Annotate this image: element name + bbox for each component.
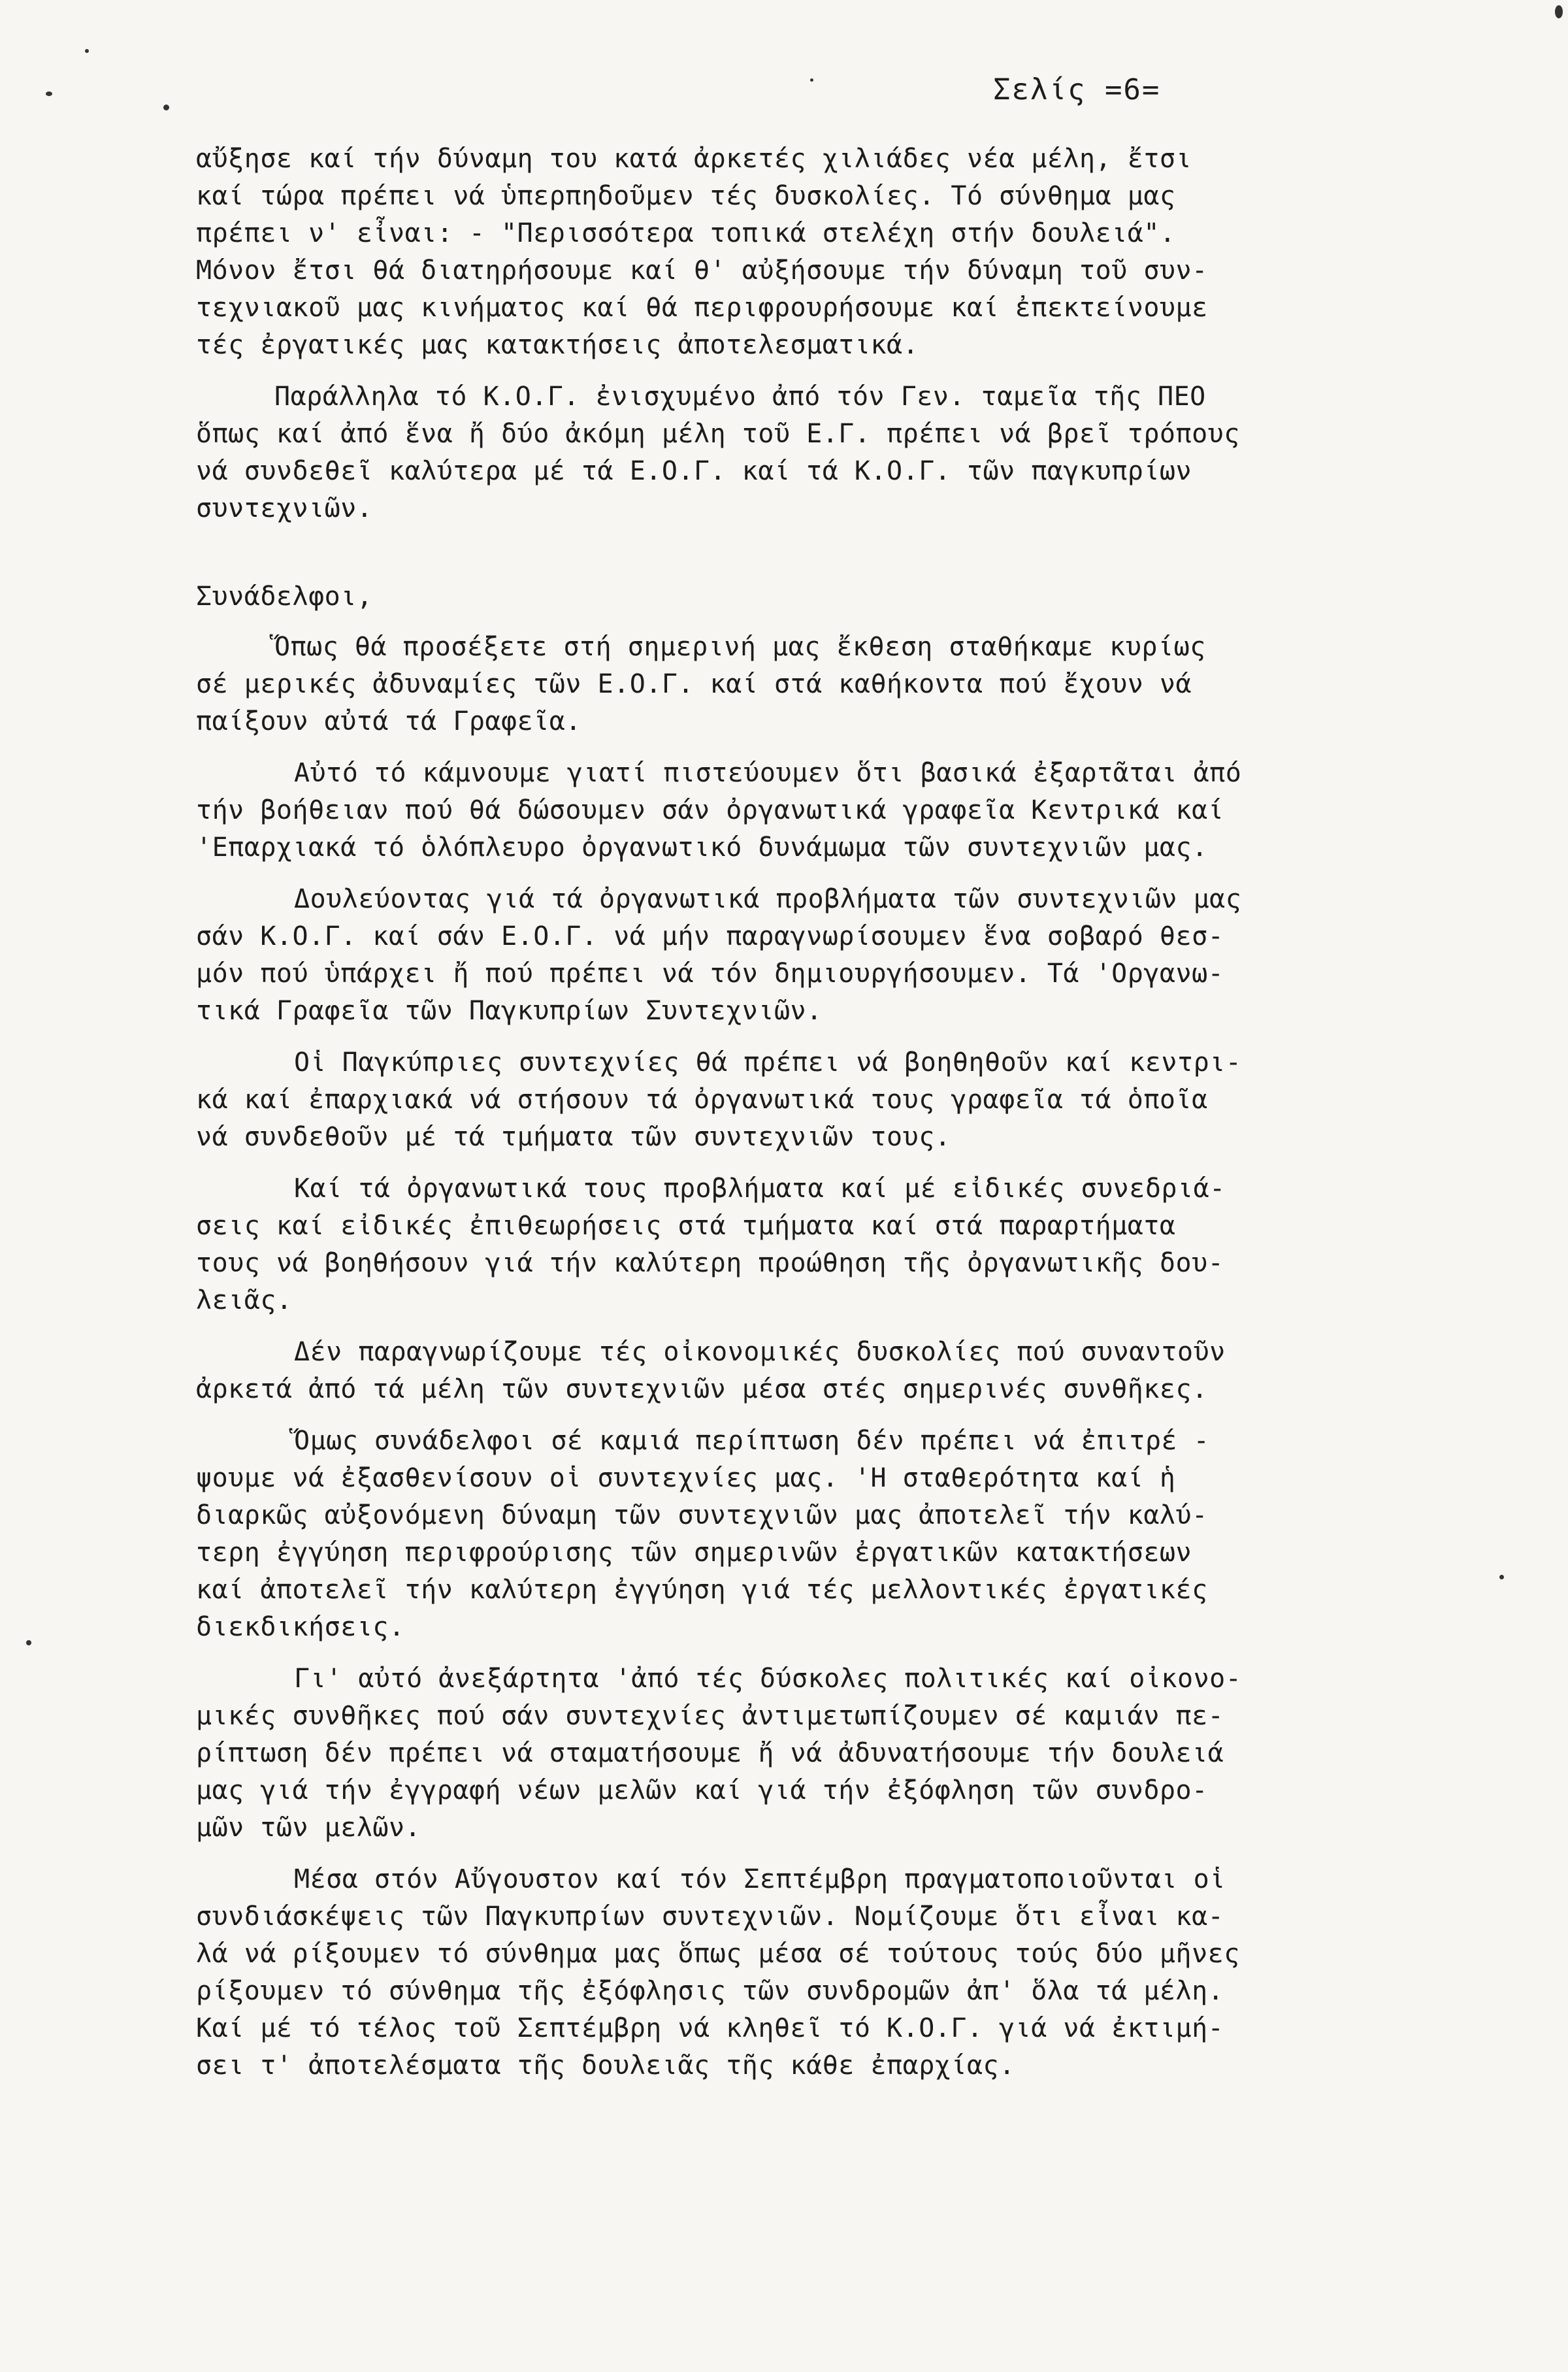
paragraph xyxy=(196,1861,1496,2084)
text-line: μας γιά τήν ἐγγραφή νέων μελῶν καί γιά τήν ἐξόφληση τῶν συνδρο- xyxy=(196,1775,1208,1805)
text-line: τήν βοήθειαν πού θά δώσουμεν σάν ὀργανωτικά γραφεῖα Κεντρικά καί xyxy=(196,795,1224,825)
text-line: συνδιάσκέψεις τῶν Παγκυπρίων συντεχνιῶν. Νομίζουμε ὅτι εἶναι κα- xyxy=(196,1902,1224,1932)
text-line: μόν πού ὑπάρχει ἤ πού πρέπει νά τόν δημιουργήσουμεν. Τά 'Οργανω- xyxy=(196,959,1224,989)
text-line: 'Επαρχιακά τό ὁλόπλευρο ὀργανωτικό δυνάμωμα τῶν συντεχνιῶν μας. xyxy=(196,832,1208,863)
paragraph xyxy=(196,881,1496,1030)
text-line: τεχνιακοῦ μας κινήματος καί θά περιφρουρήσουμε καί ἐπεκτείνουμε xyxy=(196,293,1208,323)
text-line: λά νά ρίξουμεν τό σύνθημα μας ὅπως μέσα σέ τούτους τούς δύο μῆνες xyxy=(196,1939,1240,1969)
text-line: κά καί ἐπαρχιακά νά στήσουν τά ὀργανωτικά τους γραφεῖα τά ὁποῖα xyxy=(196,1085,1208,1115)
text-line: λειᾶς. xyxy=(196,1285,293,1315)
text-line: Μέσα στόν Αὔγουστον καί τόν Σεπτέμβρη πραγματοποιοῦνται οἱ xyxy=(294,1864,1226,1894)
paragraph xyxy=(196,629,1496,740)
text-line: σέ μερικές ἀδυναμίες τῶν Ε.Ο.Γ. καί στά καθήκοντα πού ἔχουν νά xyxy=(196,669,1192,699)
text-line: καί τώρα πρέπει νά ὑπερπηδοῦμεν τές δυσκολίες. Τό σύνθημα μας xyxy=(196,181,1176,211)
text-line: Γι' αὐτό ἀνεξάρτητα 'ἀπό τές δύσκολες πολιτικές καί οἰκονο- xyxy=(294,1664,1242,1694)
text-line: σεις καί εἰδικές ἐπιθεωρήσεις στά τμήματα καί στά παραρτήματα xyxy=(196,1211,1176,1241)
paragraph xyxy=(196,1334,1496,1408)
text-line: Ὅπως θά προσέξετε στή σημερινή μας ἔκθεση σταθήκαμε κυρίως xyxy=(274,632,1206,662)
text-line: Καί μέ τό τέλος τοῦ Σεπτέμβρη νά κληθεῖ τό Κ.Ο.Γ. γιά νά ἐκτιμή- xyxy=(196,2013,1224,2043)
text-line: Δουλεύοντας γιά τά ὀργανωτικά προβλήματα τῶν συντεχνιῶν μας xyxy=(294,884,1242,914)
scan-speck xyxy=(163,105,169,110)
paragraph xyxy=(196,1423,1496,1646)
scan-speck xyxy=(810,78,813,82)
text-line: Παράλληλα τό Κ.Ο.Γ. ἐνισχυμένο ἀπό τόν Γεν. ταμεῖα τῆς ΠΕΟ xyxy=(274,382,1206,412)
text-line: συντεχνιῶν. xyxy=(196,493,373,523)
text-line: Ὅμως συνάδελφοι σέ καμιά περίπτωση δέν πρέπει νά ἐπιτρέ - xyxy=(294,1426,1210,1456)
text-line: Καί τά ὀργανωτικά τους προβλήματα καί μέ εἰδικές συνεδριά- xyxy=(294,1174,1226,1204)
text-line: Δέν παραγνωρίζουμε τές οἰκονομικές δυσκολίες πού συναντοῦν xyxy=(294,1337,1226,1367)
paragraph xyxy=(196,1170,1496,1319)
text-line: σει τ' ἀποτελέσματα τῆς δουλειᾶς τῆς κάθε ἐπαρχίας. xyxy=(196,2051,1015,2081)
text-line: Αὐτό τό κάμνουμε γιατί πιστεύουμεν ὅτι βασικά ἐξαρτᾶται ἀπό xyxy=(294,758,1242,788)
paragraph xyxy=(196,755,1496,866)
text-line: διεκδικήσεις. xyxy=(196,1612,405,1642)
text-line: μικές συνθῆκες πού σάν συντεχνίες ἀντιμετωπίζουμεν σέ καμιάν πε- xyxy=(196,1701,1224,1731)
text-line: ψουμε νά ἐξασθενίσουν οἱ συντεχνίες μας. 'Η σταθερότητα καί ἡ xyxy=(196,1463,1176,1493)
scan-speck xyxy=(26,1640,31,1645)
text-line: νά συνδεθεῖ καλύτερα μέ τά Ε.Ο.Γ. καί τά Κ.Ο.Γ. τῶν παγκυπρίων xyxy=(196,456,1192,486)
text-line: ὅπως καί ἀπό ἕνα ἤ δύο ἀκόμη μέλη τοῦ Ε.Γ. πρέπει νά βρεῖ τρόπους xyxy=(196,419,1240,449)
text-line: νά συνδεθοῦν μέ τά τμήματα τῶν συντεχνιῶν τους. xyxy=(196,1122,951,1152)
text-line: σάν Κ.Ο.Γ. καί σάν Ε.Ο.Γ. νά μήν παραγνωρίσουμεν ἕνα σοβαρό θεσ- xyxy=(196,921,1224,951)
text-line: τερη ἐγγύηση περιφρούρισης τῶν σημερινῶν ἐργατικῶν κατακτήσεων xyxy=(196,1538,1192,1568)
text-line: μῶν τῶν μελῶν. xyxy=(196,1813,421,1843)
text-line: Μόνον ἔτσι θά διατηρήσουμε καί θ' αὐξήσουμε τήν δύναμη τοῦ συν- xyxy=(196,255,1208,286)
text-line: ρίξουμεν τό σύνθημα τῆς ἐξόφλησις τῶν συνδρομῶν ἀπ' ὅλα τά μέλη. xyxy=(196,1976,1224,2006)
body-text xyxy=(196,140,1496,2084)
text-line: τικά Γραφεῖα τῶν Παγκυπρίων Συντεχνιῶν. xyxy=(196,996,823,1026)
paragraph xyxy=(196,578,1496,616)
scan-speck xyxy=(46,91,52,96)
text-line: διαρκῶς αὐξονόμενη δύναμη τῶν συντεχνιῶν μας ἀποτελεῖ τήν καλύ- xyxy=(196,1500,1208,1530)
paragraph xyxy=(196,1660,1496,1847)
paragraph xyxy=(196,140,1496,364)
text-line: πρέπει ν' εἶναι: - "Περισσότερα τοπικά στελέχη στήν δουλειά". xyxy=(196,218,1176,248)
text-line: τους νά βοηθήσουν γιά τήν καλύτερη προώθηση τῆς ὀργανωτικῆς δου- xyxy=(196,1248,1224,1278)
text-line: ρίπτωση δέν πρέπει νά σταματήσουμε ἤ νά ἀδυνατήσουμε τήν δουλειά xyxy=(196,1738,1224,1768)
text-line: καί ἀποτελεῖ τήν καλύτερη ἐγγύηση γιά τές μελλοντικές ἐργατικές xyxy=(196,1575,1208,1605)
text-line: Συνάδελφοι, xyxy=(196,582,373,612)
paragraph xyxy=(196,1044,1496,1156)
page-number: Σελίς =6= xyxy=(993,73,1161,107)
text-line: ἀρκετά ἀπό τά μέλη τῶν συντεχνιῶν μέσα στές σημερινές συνθῆκες. xyxy=(196,1374,1208,1404)
scan-speck xyxy=(85,49,89,53)
scan-speck xyxy=(1555,5,1563,18)
text-line: Οἱ Παγκύπριες συντεχνίες θά πρέπει νά βοηθηθοῦν καί κεντρι- xyxy=(294,1047,1242,1078)
paragraph xyxy=(196,378,1496,527)
text-line: τές ἐργατικές μας κατακτήσεις ἀποτελεσματικά. xyxy=(196,330,919,360)
text-line: αὔξησε καί τήν δύναμη του κατά ἀρκετές χιλιάδες νέα μέλη, ἔτσι xyxy=(196,144,1192,174)
scan-speck xyxy=(1499,1575,1504,1579)
text-line: παίξουν αὐτά τά Γραφεῖα. xyxy=(196,706,581,736)
